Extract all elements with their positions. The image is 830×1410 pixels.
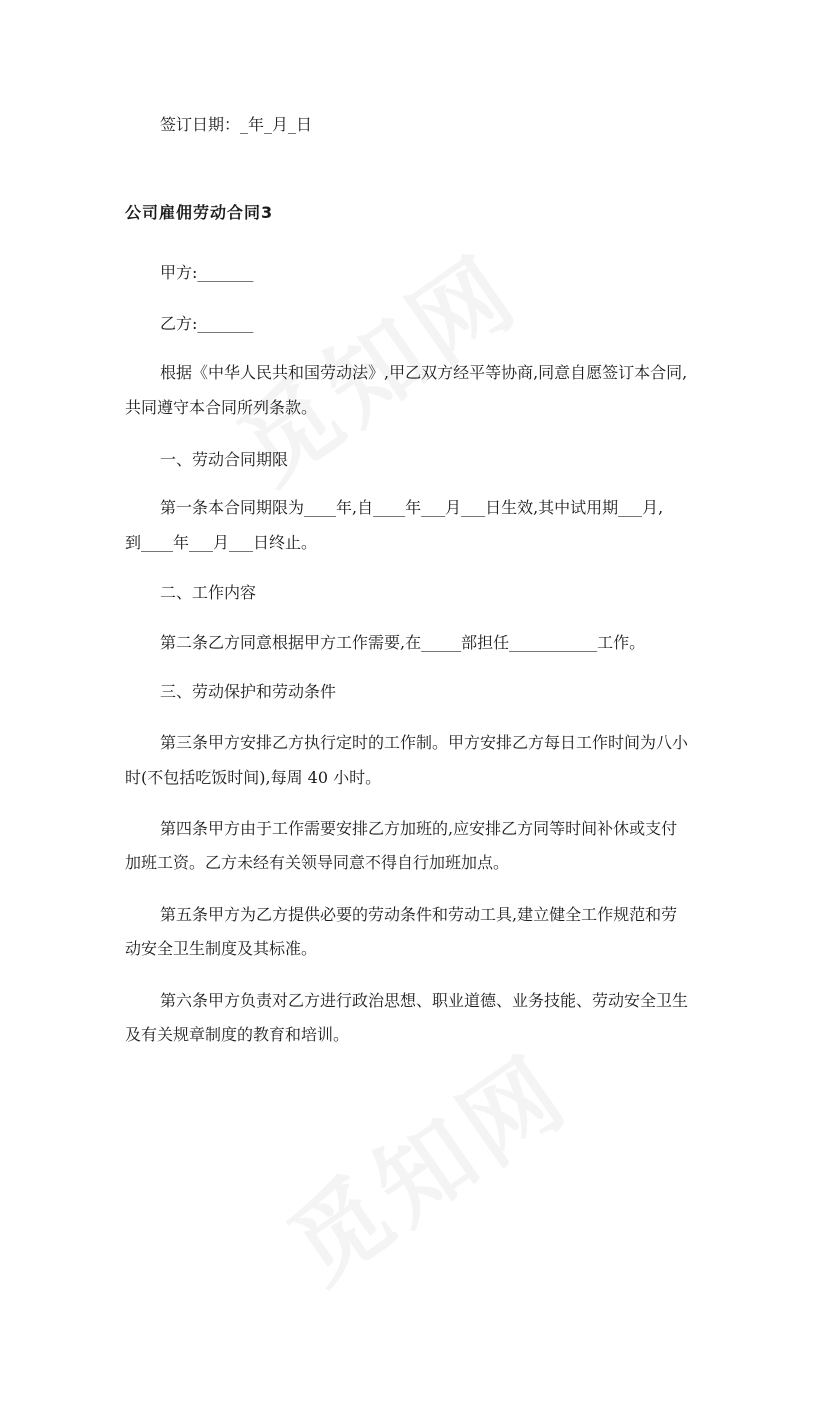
article-1-line-1: 第一条本合同期限为____年,自____年___月___日生效,其中试用期___月, bbox=[160, 498, 664, 517]
signing-date-line: 签订日期：_年_月_日 bbox=[160, 115, 313, 134]
section-heading-work: 二、工作内容 bbox=[160, 583, 257, 602]
section-heading-protection: 三、劳动保护和劳动条件 bbox=[160, 682, 337, 701]
article-3-line-1: 第三条甲方安排乙方执行定时的工作制。甲方安排乙方每日工作时间为八小 bbox=[160, 733, 689, 752]
article-4-line-1: 第四条甲方由于工作需要安排乙方加班的,应安排乙方同等时间补休或支付 bbox=[160, 819, 678, 838]
article-5-line-2: 动安全卫生制度及其标准。 bbox=[125, 939, 318, 958]
article-6-line-1: 第六条甲方负责对乙方进行政治思想、职业道德、业务技能、劳动安全卫生 bbox=[160, 991, 689, 1010]
article-4-line-2: 加班工资。乙方未经有关领导同意不得自行加班加点。 bbox=[125, 853, 510, 872]
article-3-line-2: 时(不包括吃饭时间),每周 40 小时。 bbox=[125, 768, 382, 787]
watermark bbox=[258, 990, 702, 1409]
article-5-line-1: 第五条甲方为乙方提供必要的劳动条件和劳动工具,建立健全工作规范和劳 bbox=[160, 905, 678, 924]
party-b-line: 乙方:_______ bbox=[160, 314, 254, 333]
contract-title: 公司雇佣劳动合同3 bbox=[125, 203, 274, 222]
preamble-line-2: 共同遵守本合同所列条款。 bbox=[125, 398, 318, 417]
article-6-line-2: 及有关规章制度的教育和培训。 bbox=[125, 1025, 350, 1044]
section-heading-term: 一、劳动合同期限 bbox=[160, 450, 289, 469]
article-1-line-2: 到____年___月___日终止。 bbox=[125, 533, 318, 552]
party-a-line: 甲方:_______ bbox=[160, 263, 254, 282]
article-2-line: 第二条乙方同意根据甲方工作需要,在_____部担任___________工作。 bbox=[160, 633, 646, 652]
preamble-line-1: 根据《中华人民共和国劳动法》,甲乙双方经平等协商,同意自愿签订本合同, bbox=[160, 363, 688, 382]
